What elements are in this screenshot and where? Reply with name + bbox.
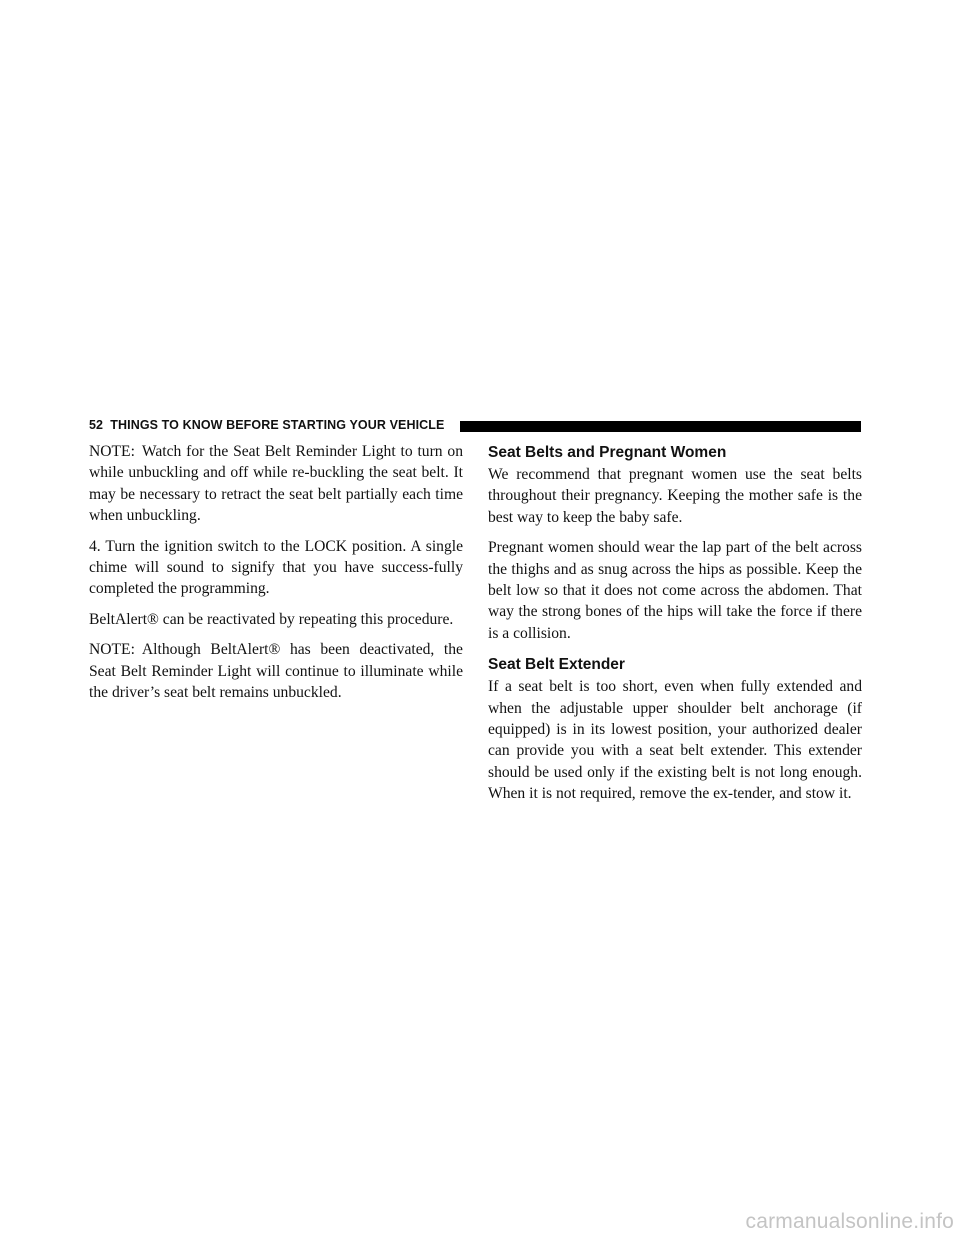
registered-mark: ® — [147, 610, 159, 628]
note-label: NOTE: — [89, 641, 135, 659]
page-number: 52 — [89, 418, 104, 432]
section-heading-belt-extender: Seat Belt Extender — [488, 656, 625, 674]
body-paragraph: Pregnant women should wear the lap part of the belt across the thighs and as snug across the hips as possible. Keep the belt low so that it does not come across the abdomen. That way the strong bones of the hips will take the force if there is a collision. — [488, 539, 862, 642]
right-column — [488, 441, 862, 814]
body-paragraph: We recommend that pregnant women use the seat belts throughout their pregnancy. Keeping the mother safe is the best way to keep the baby safe. — [488, 466, 862, 526]
page-header — [89, 416, 861, 436]
note-paragraph — [89, 441, 463, 527]
registered-mark: ® — [268, 641, 281, 659]
section-heading-pregnant-women: Seat Belts and Pregnant Women — [488, 444, 727, 461]
reactivate-text: can be reactivated by repeating this procedure. — [162, 610, 454, 628]
header-rule — [460, 421, 861, 432]
note-text-after: has been deactivated, the Seat Belt Reminder Light will continue to illuminate while the driver’s seat belt remains unbuckled. — [89, 641, 463, 702]
body-paragraph: If a seat belt is too short, even when fully extended and when the adjustable upper shoulder belt anchorage (if equipped) is in its lowest position, your authorized dealer can provide you with a seat belt extender. This extender should be used only if the existing belt is not long enough. When it is not required, remove the ex-tender, and stow it. — [488, 678, 862, 803]
note-label: NOTE: — [89, 443, 135, 460]
note-text: Watch for the Seat Belt Reminder Light to turn on while unbuckling and off while re-buckling the seat belt. It may be necessary to retract the seat belt partially each time when unbuckling. — [89, 443, 463, 525]
section-title: THINGS TO KNOW BEFORE STARTING YOUR VEHICLE — [110, 418, 445, 432]
site-watermark: carmanualsonline.info — [745, 1210, 954, 1233]
note-paragraph — [89, 639, 463, 703]
beltalert-brand: BeltAlert — [89, 610, 148, 628]
note-text-before: Although BeltAlert — [141, 641, 269, 659]
reactivate-paragraph — [89, 609, 463, 630]
left-column — [89, 441, 463, 712]
step-4-paragraph: 4. Turn the ignition switch to the LOCK position. A single chime will sound to signify that you have success-fully completed the programming. — [89, 537, 463, 598]
header-text — [89, 418, 444, 432]
